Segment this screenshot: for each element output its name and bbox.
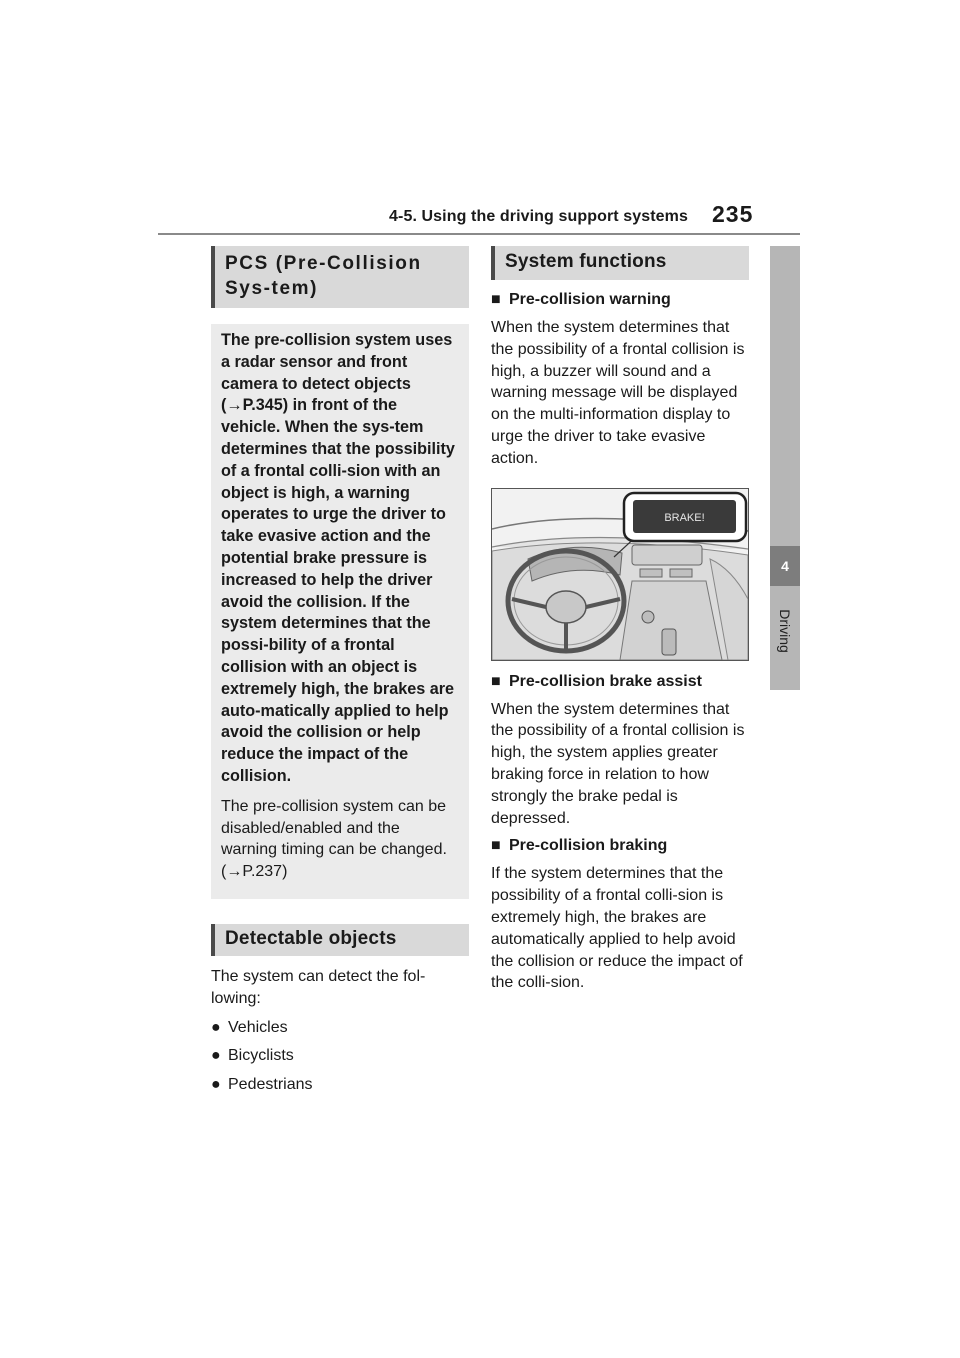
chapter-number: 4 [770,546,800,586]
intro-bold-text: The pre-collision system uses a radar sensor and front camera to detect objects (→P.345) in front of the vehicle. When the sys-tem determines that the possibility of a frontal colli-sion with an object is high, a warning operates to urge the driver to take evasive action and the potential brake pressure is increased to help the driver avoid the collision. If the system determines that the possi-bility of a frontal collision with an object is extremely high, the brakes are auto-matically applied to help avoid the collision or help reduce the impact of the collision. [221,331,455,785]
functions-heading: System functions [491,246,749,280]
page-number: 235 [712,201,754,227]
sub-heading-label: Pre-collision warning [509,291,671,308]
list-item-pedestrians [211,1074,469,1096]
intro-box [211,324,469,899]
section-title: 4-5. Using the driving support systems [389,208,688,225]
braking-heading [491,835,749,857]
detectable-heading: Detectable objects [211,924,469,956]
brake-warning-text: BRAKE! [664,511,705,524]
square-bullet-icon: ■ [491,672,501,690]
list-item-vehicles [211,1017,469,1039]
list-item-label: Pedestrians [228,1076,313,1094]
list-item-bicyclists [211,1045,469,1067]
dashboard-drawing [492,489,748,660]
right-column [491,246,749,994]
sub-heading-label: Pre-collision braking [509,837,668,855]
header-divider [158,233,800,235]
assist-text: When the system determines that the possibility of a frontal collision is high, the system applies greater braking force in relation to how strongly the brake pedal is depressed. [491,700,745,827]
sub-heading-label: Pre-collision brake assist [509,672,702,690]
warning-text: When the system determines that the possibility of a frontal collision is high, a buzzer will sound and a warning message will be displayed on the multi-information display to urge the driver to take evasive action. [491,319,745,467]
assist-heading [491,671,749,693]
bullet-icon: ● [211,1047,221,1065]
chapter-label: Driving [777,609,793,653]
square-bullet-icon: ■ [491,837,501,855]
list-item-label: Vehicles [228,1018,288,1036]
intro-normal-text: The pre-collision system can be disabled/enabled and the warning timing can be changed. (→P.237) [221,797,447,881]
bullet-icon: ● [211,1076,221,1094]
pcs-heading: PCS (Pre-Collision Sys-tem) [211,246,469,308]
left-column [211,246,469,1096]
detectable-intro: The system can detect the fol-lowing: [211,967,426,1007]
bullet-icon: ● [211,1018,221,1036]
square-bullet-icon: ■ [491,291,501,308]
braking-text: If the system determines that the possibility of a frontal colli-sion is extremely high, the brakes are automatically applied to help avoid the collision or reduce the impact of the colli-sion. [491,865,743,992]
list-item-label: Bicyclists [228,1047,294,1065]
warning-heading [491,289,749,311]
dashboard-illustration [491,488,749,661]
